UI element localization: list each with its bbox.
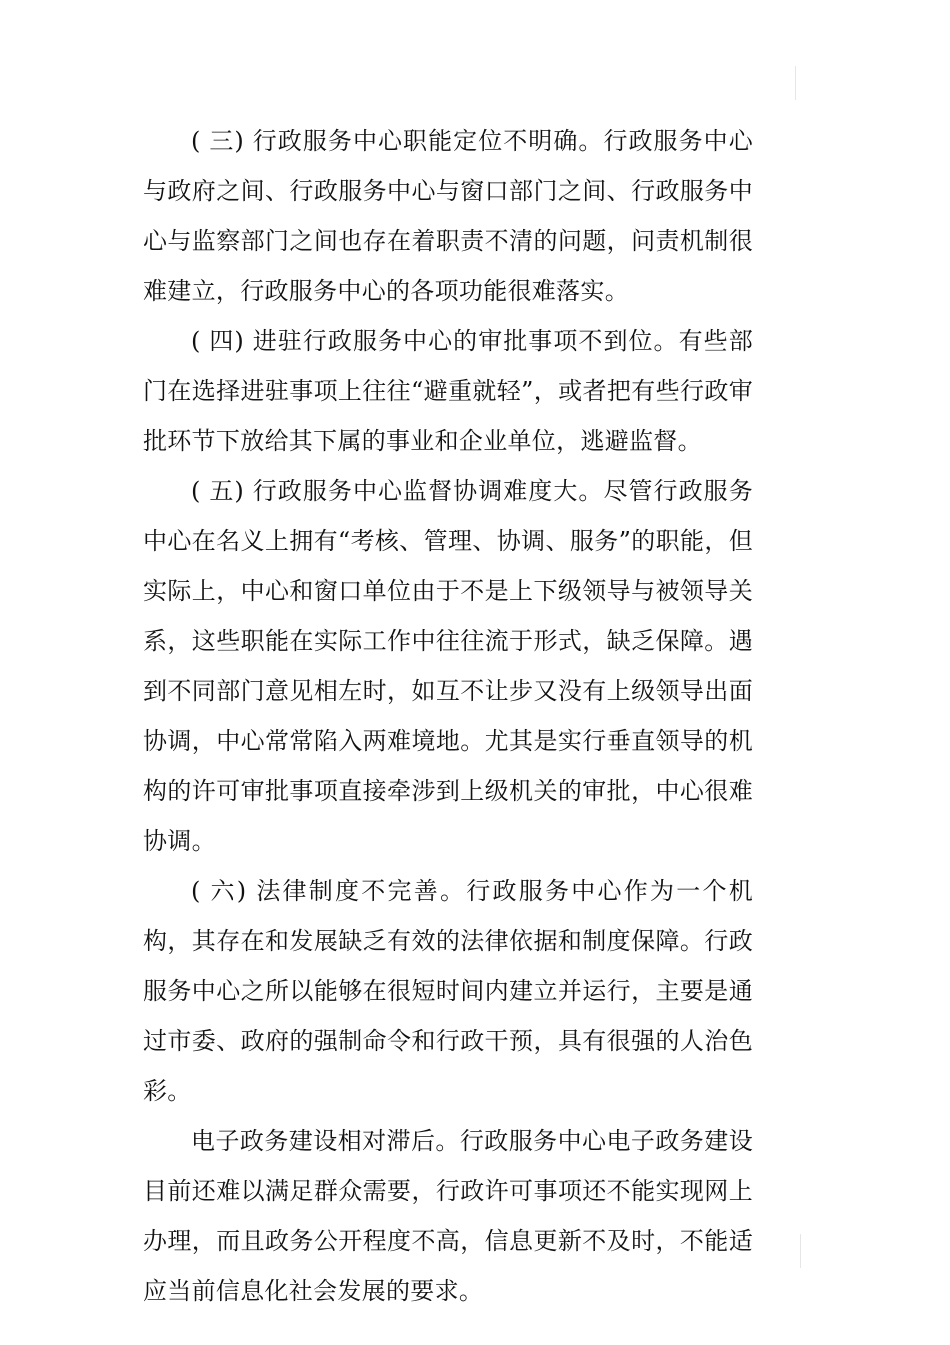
paragraph-5: ( 五) 行政服务中心监督协调难度大。尽管行政服务中心在名义上拥有“考核、管理、协调、服务”的职能，但实际上，中心和窗口单位由于不是上下级领导与被领导关系，这些职能在实际工作中往往流于形式，缺乏保障。遇到不同部门意见相左时，如互不让步又没有上级领导出面协调，中心常常陷入两难境地。尤其是实行垂直领导的机构的许可审批事项直接牵涉到上级机关的审批，中心很难协调。 [143,477,753,855]
paragraph-e-government: 电子政务建设相对滞后。行政服务中心电子政务建设目前还难以满足群众需要，行政许可事项还不能实现网上办理，而且政务公开程度不高，信息更新不及时，不能适应当前信息化社会发展的要求。 [143,1127,753,1305]
document-body [143,116,753,1316]
page-corner-mark-top [795,66,796,100]
paragraph-4: ( 四) 进驻行政服务中心的审批事项不到位。有些部门在选择进驻事项上往往“避重就轻”，或者把有些行政审批环节下放给其下属的事业和企业单位，逃避监督。 [143,327,753,455]
paragraph-6: ( 六) 法律制度不完善。行政服务中心作为一个机构，其存在和发展缺乏有效的法律依据和制度保障。行政服务中心之所以能够在很短时间内建立并运行，主要是通过市委、政府的强制命令和行政干预，具有很强的人治色彩。 [143,877,753,1105]
page-corner-mark-bottom [800,1234,801,1268]
paragraph-3: ( 三) 行政服务中心职能定位不明确。行政服务中心与政府之间、行政服务中心与窗口部门之间、行政服务中心与监察部门之间也存在着职责不清的问题，问责机制很难建立，行政服务中心的各项功能很难落实。 [143,127,753,305]
